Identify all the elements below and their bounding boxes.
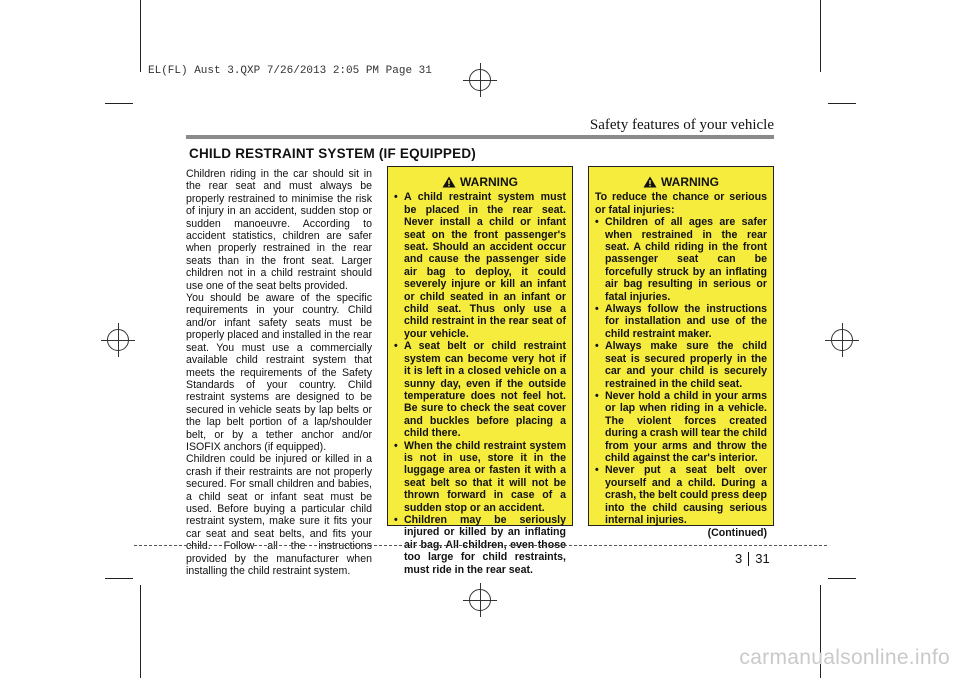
body-paragraph: You should be aware of the specific requirements in your country. Child and/or infant safety seats must be properly placed and installed in the rear seat. You must use a commercially available child restraint system that meets the requirements of the Safety Standards of your country. Child restraint systems are designed to be secured in vehicle seats by lap belts or the lap belt portion of a lap/shoulder belt, or by a tether anchor and/or ISOFIX anchors (if equipped). [186, 292, 372, 453]
crop-mark [828, 578, 856, 579]
crop-mark [105, 103, 133, 104]
header-rule [186, 135, 774, 139]
warning-item: • Children may be seriously injured or killed by an inflating air bag. All children, even those too large for child restraints, must ride in the rear seat. [394, 514, 566, 576]
crop-mark [105, 578, 133, 579]
warning-item: • Always follow the instructions for installation and use of the child restraint maker. [595, 303, 767, 340]
warning-item: • Never hold a child in your arms or lap when riding in a vehicle. The violent forces created during a crash will tear the child from your arms and throw the child against the car's interior. [595, 390, 767, 464]
warning-list [595, 216, 767, 526]
body-text [186, 168, 372, 577]
warning-heading: WARNING [460, 175, 518, 189]
body-paragraph: Children could be injured or killed in a crash if their restraints are not properly secured. For small children and babies, a child seat or infant seat must be used. Before buying a particular child restraint system, make sure it fits your car seat and seat belts, and fits your child. Follow all the instructions provided by the manufacturer when installing the child restraint system. [186, 453, 372, 577]
warning-heading: WARNING [661, 175, 719, 189]
body-paragraph: Children riding in the car should sit in the rear seat and must always be properly restrained to minimise the risk of injury in an accident, sudden stop or sudden manoeuvre. According to accident statistics, children are safer when properly restrained in the rear seats than in the front seat. Larger children not in a child restraint should use one of the seat belts provided. [186, 168, 372, 292]
running-header: Safety features of your vehicle [589, 117, 774, 133]
warning-item: • Never put a seat belt over yourself and a child. During a crash, the belt could press deep into the child causing serious internal injuries. [595, 464, 767, 526]
warning-triangle-icon [442, 176, 456, 188]
chapter-number: 3 [735, 551, 743, 566]
page-number [735, 551, 770, 566]
page-number-separator [748, 552, 749, 566]
crop-mark [828, 103, 856, 104]
warning-item: • A child restraint system must be placed in the rear seat. Never install a child or infant seat on the front passenger's seat. Should an accident occur and cause the passenger side air bag to deploy, it could severely injure or kill an infant or child seated in an infant or child seat. Thus only use a child restraint in the rear seat of your vehicle. [394, 191, 566, 340]
warning-list [394, 191, 566, 576]
warning-header [595, 176, 767, 188]
warning-item: • Always make sure the child seat is secured properly in the car and your child is securely restrained in the child seat. [595, 340, 767, 390]
warning-item: • Children of all ages are safer when restrained in the rear seat. A child riding in the front passenger seat can be forcefully struck by an inflating air bag resulting in serious or fatal injuries. [595, 216, 767, 303]
warning-intro: To reduce the chance or serious or fatal injuries: [595, 191, 767, 216]
warning-header [394, 176, 566, 188]
crop-mark [140, 0, 141, 72]
crop-mark [140, 585, 141, 678]
page-number-value: 31 [755, 551, 770, 566]
warning-item: • A seat belt or child restraint system can become very hot if it is left in a closed vehicle on a sunny day, even if the outside temperature does not feel hot. Be sure to check the seat cover and buckles before placing a child there. [394, 340, 566, 439]
print-slug: EL(FL) Aust 3.QXP 7/26/2013 2:05 PM Page 31 [148, 65, 432, 77]
section-title: CHILD RESTRAINT SYSTEM (IF EQUIPPED) [189, 146, 476, 161]
warning-item: • When the child restraint system is not in use, store it in the luggage area or fasten it with a seat belt so that it will not be thrown forward in case of a sudden stop or an accident. [394, 440, 566, 514]
warning-box-2 [588, 166, 774, 540]
crop-mark [820, 0, 821, 72]
watermark: carmanualsonline.info [739, 646, 950, 669]
warning-box-1 [387, 166, 573, 576]
continued-label: (Continued) [707, 527, 767, 540]
warning-triangle-icon [643, 176, 657, 188]
footer-rule [134, 545, 827, 546]
